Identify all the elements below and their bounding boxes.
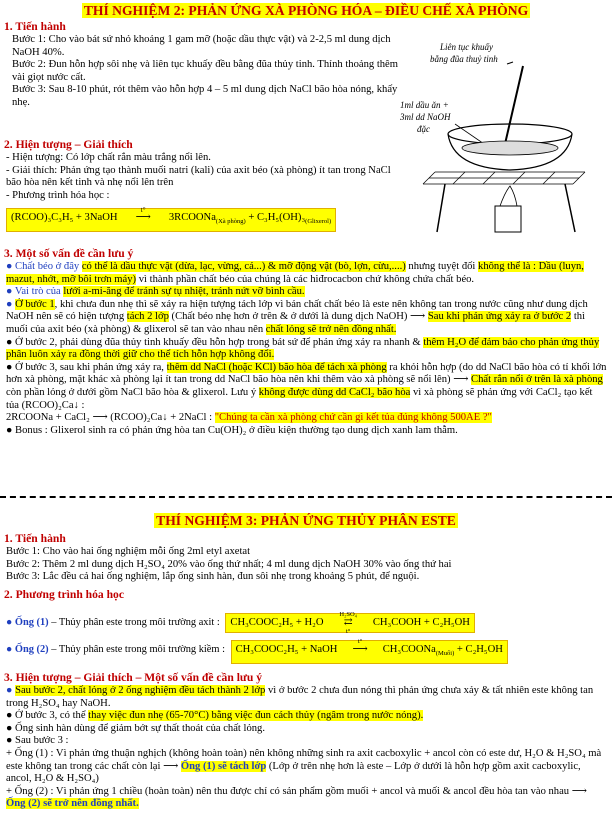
exp3-procedure-heading: 1. Tiến hành — [4, 532, 66, 545]
eq2-left: CH₃COOC₂H₅ + NaOH — [235, 644, 338, 655]
note-cacl2-equation: 2RCOONa + CaCl₂ ⟶ (RCOO)₂Ca↓ + 2NaCl : "Chúng ta cần xà phòng chứ cần gì kết tủa đúng không 500AE ?" — [6, 412, 492, 424]
eq-left: (RCOO)₃C₃H₅ + 3NaOH — [11, 212, 118, 223]
eq-soap-label: (Xà phòng) — [215, 218, 246, 226]
note-fat: ● Chất béo ở đây có thể là dầu thực vật (dừa, lạc, vừng, cá...) & mỡ động vật (bò, lợn, cừu,....) nhưng tuyệt đối không thể là : Dầu (luyn, mazut, nhớt, mỡ bôi trơn máy) vì thành phần chất béo của chúng là các hiđrocacbon chứ không chứa chất béo. — [6, 261, 584, 285]
exp3-tube2 — [6, 640, 508, 664]
eq-glycerol: + C₃H₅(OH)₃ — [245, 212, 306, 223]
fig-label-oil: 1ml dầu ăn + — [400, 100, 449, 110]
exp3-notes-heading: 3. Hiện tượng – Giải thích – Một số vấn đề cần lưu ý — [4, 671, 263, 684]
eq-arrow: t° ⟶ — [120, 210, 166, 226]
note-step1: ● Ở bước 1, khi chưa đun nhẹ thì sẽ xảy ra hiện tượng tách lớp vì bản chất chất béo là este nên không tan trong nước cũng như dung dịch NaOH nên sẽ có hiện tượng tách 2 lớp (Chất béo nhẹ hơn ở trên & ở dưới là dung dịch NaOH) ⟶ Sau khi phản ứng xảy ra ở bước 2 thì muối của axit béo (xà phòng) & glixerol sẽ tan vào nhau nên chất lỏng sẽ trở nên đồng nhất. — [6, 298, 588, 335]
fig-label-naoh: 3ml dd NaOH — [400, 112, 451, 122]
section-divider — [0, 496, 612, 498]
exp2-explanation: - Giải thích: Phản ứng tạo thành muối natri (kali) của axit béo (xà phòng) ít tan trong NaCl bão hòa nên kết tinh và nhẹ nổi lên trên — [6, 164, 391, 189]
exp3-step3: Bước 3: Lắc đều cả hai ống nghiệm, lắp ống sinh hàn, đun sôi nhẹ trong khoảng 5 phút, để nguội. — [6, 571, 420, 583]
exp3-step1: Bước 1: Cho vào hai ống nghiệm mỗi ống 2ml etyl axetat — [6, 546, 251, 557]
tube1-desc: – Thủy phân este trong môi trường axit : — [48, 617, 220, 628]
exp3-step2: Bước 2: Thêm 2 ml dung dịch H₂SO₄ 20% vào ống thứ nhất; 4 ml dung dịch NaOH 30% vào ống thứ hai — [6, 558, 452, 570]
eq1-arrow: H₂SO₄ ⇄ t° — [326, 615, 370, 631]
eq-soap: 3RCOONa — [168, 212, 216, 223]
exp2-phenomenon-heading: 2. Hiện tượng – Giải thích — [4, 138, 133, 151]
eq2-salt: CH₃COONa — [382, 644, 436, 655]
note-waterbath: ● Ở bước 3, có thể thay việc đun nhẹ (65-70°C) bằng việc đun cách thủy (ngâm trong nước nóng). — [6, 710, 424, 722]
exp2-title: THÍ NGHIỆM 2: PHẢN ỨNG XÀ PHÒNG HÓA – ĐIỀU CHẾ XÀ PHÒNG — [83, 3, 529, 18]
fig-label-conc: đặc — [417, 124, 430, 134]
exp3-tube1 — [6, 613, 475, 633]
eq2-temp: t° — [357, 638, 363, 645]
exp3-title: THÍ NGHIỆM 3: PHẢN ỨNG THỦY PHÂN ESTE — [156, 513, 456, 528]
exp2-step1: Bước 1: Cho vào bát sứ nhỏ khoảng 1 gam mỡ (hoặc dầu thực vật) và 2-2,5 ml dung dịch NaOH 40%. — [12, 34, 391, 58]
note-step3: ● Ở bước 3, sau khi phản ứng xảy ra, thêm dd NaCl (hoặc KCl) bão hòa để tách xà phòng ra khỏi hỗn hợp (do dd NaCl bão hòa có tỉ khối lớn hơn xà phòng, mặt khác xà phòng lại ít tan trong dd NaCl bão hòa nên khi thêm vào xà phòng sẽ nổi lên) ⟶ Chất rắn nổi ở trên là xà phòng còn phần lỏng ở dưới gồm NaCl bão hòa & glixerol. Lưu ý không được dùng dd CaCl₂ bão hòa vì xà phòng sẽ phản ứng với CaCl₂ tạo kết tủa (RCOO)₂Ca↓ : — [6, 361, 607, 411]
eq1-catalyst: H₂SO₄ — [339, 611, 357, 618]
exp2-phenomenon-text: - Hiện tượng: Có lớp chất rắn màu trắng nổi lên. — [6, 152, 211, 163]
note-step2: ● Ở bước 2, phải dùng đũa thủy tinh khuấy đều hỗn hợp trong bát sứ để phản ứng xảy ra nhanh & thêm H₂O để đảm bảo cho phản ứng thủy phân luôn xảy ra đồng thời giữ cho thể tích hỗn hợp không đổi. — [6, 336, 600, 361]
exp2-equation-heading: - Phương trình hóa học : — [6, 189, 110, 201]
exp2-step3: Bước 3: Sau 8-10 phút, rót thêm vào hỗn hợp 4 – 5 ml dung dịch NaCl bão hòa nóng, khấy nhẹ. — [12, 84, 398, 108]
note-tube1: + Ống (1) : Vì phản ứng thuận nghịch (không hoàn toàn) nên không những sinh ra axit cacboxylic + ancol còn có este dư, H₂O & H₂SO₄ mà este không tan trong các chất còn lại ⟶ Ống (1) sẽ tách lớp (Lớp ở trên nhẹ hơn là este – Lớp ở dưới là hỗn hợp gồm axit cacboxylic, ancol, H₂O & H₂SO₄) — [6, 747, 602, 785]
exp2-section — [0, 2, 612, 20]
tube2-label: ● Ống (2) — [6, 644, 49, 655]
eq-glycerol-label: (Glixerol) — [305, 218, 332, 226]
exp2-procedure — [0, 20, 410, 110]
eq1-temp: t° — [345, 628, 351, 635]
eq2-salt-label: (Muối) — [435, 650, 455, 658]
eq2-arrow: t° ⟶ — [340, 642, 380, 658]
eq2-alcohol: + C₂H₅OH — [454, 644, 503, 655]
exp2-equation — [6, 208, 336, 232]
tube1-label: ● Ống (1) — [6, 617, 49, 628]
eq1-right: CH₃COOH + C₂H₅OH — [372, 617, 470, 628]
note-condenser: ● Ống sinh hàn dùng để giảm bớt sự thất thoát của chất lỏng. — [6, 722, 265, 734]
fig-label-stir: Liên tục khuấy — [440, 42, 493, 52]
note-asbestos: ● Vai trò của lưới a-mi-ăng để tránh sự tụ nhiệt, tránh nứt vỡ bình cầu. — [6, 286, 305, 298]
fig-label-rod: bằng đũa thuỷ tinh — [430, 54, 498, 64]
exp2-notes — [0, 247, 612, 437]
exp2-notes-heading: 3. Một số vấn đề cần lưu ý — [4, 247, 134, 260]
exp3-section — [0, 512, 612, 602]
apparatus-illustration — [395, 36, 610, 236]
exp3-notes — [0, 671, 612, 811]
note-layers: ● Sau bước 2, chất lỏng ở 2 ống nghiệm đều tách thành 2 lớp vì ở bước 2 chưa đun nóng thì phản ứng chưa xảy & tất nhiên este không tan trong H₂SO₄ hay NaOH. — [6, 685, 594, 709]
exp3-equation-heading: 2. Phương trình hóa học — [4, 587, 124, 601]
note-after-step3: ● Sau bước 3 : — [6, 735, 69, 747]
note-tube2: + Ống (2) : Vì phản ứng 1 chiều (hoàn toàn) nên thu được chỉ có sản phẩm gồm muối + ancol và muối & ancol đều hòa tan vào nhau ⟶ Ống (2) sẽ trở nên đồng nhất. — [6, 785, 587, 810]
exp2-phenomenon — [0, 138, 410, 202]
tube2-desc: – Thủy phân este trong môi trường kiềm : — [48, 644, 225, 655]
eq-condition: t° — [140, 206, 146, 214]
exp2-procedure-heading: 1. Tiến hành — [4, 20, 66, 33]
eq1-left: CH₃COOC₂H₅ + H₂O — [230, 617, 324, 628]
note-bonus: ● Bonus : Glixerol sinh ra có phản ứng hòa tan Cu(OH)₂ ở điều kiện thường tạo dung dịch xanh lam thẫm. — [6, 424, 458, 436]
exp2-step2: Bước 2: Đun hỗn hợp sôi nhẹ và liên tục khuấy đều bằng đũa thủy tinh. Thỉnh thoảng thêm vài giọt nước cất. — [12, 59, 399, 83]
